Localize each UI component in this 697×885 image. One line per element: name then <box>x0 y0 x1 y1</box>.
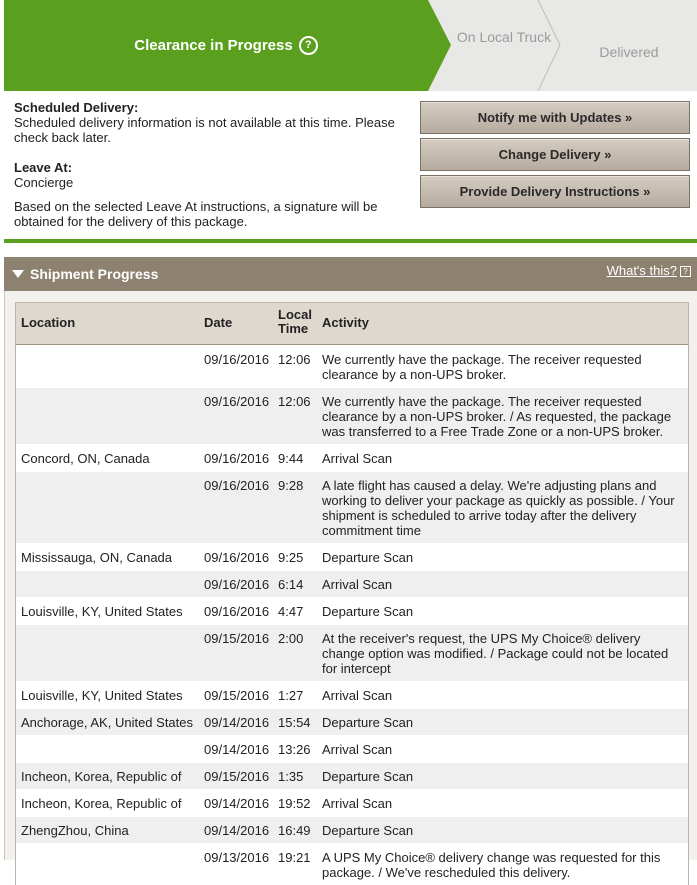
row-activity: Departure Scan <box>322 769 414 784</box>
scheduled-delivery-text: Scheduled delivery information is not available at this time. Please check back later. <box>14 115 395 145</box>
row-activity: Arrival Scan <box>322 742 393 757</box>
table-row <box>16 345 688 387</box>
notify-updates-button[interactable]: Notify me with Updates » <box>420 101 690 134</box>
change-delivery-button[interactable]: Change Delivery » <box>420 138 690 171</box>
status-delivered: Delivered <box>599 44 659 60</box>
leave-at-label: Leave At: <box>14 160 73 175</box>
table-row <box>16 543 688 570</box>
row-date: 09/16/2016 <box>204 451 270 466</box>
table-row <box>16 681 688 708</box>
row-time: 4:47 <box>278 604 304 619</box>
question-circle-icon[interactable]: ? <box>299 36 318 55</box>
row-date: 09/16/2016 <box>204 394 270 409</box>
row-activity: Departure Scan <box>322 604 414 619</box>
row-time: 19:52 <box>278 796 311 811</box>
row-time: 9:28 <box>278 478 304 493</box>
table-row <box>16 444 688 471</box>
row-activity: We currently have the package. The receiver requested clearance by a non-UPS broker. / As requested, the package was transferred to a Free Trade Zone or a non-UPS broker. <box>322 394 672 439</box>
row-time: 9:44 <box>278 451 304 466</box>
collapse-caret-icon[interactable] <box>12 270 24 278</box>
row-date: 09/15/2016 <box>204 688 270 703</box>
row-date: 09/16/2016 <box>204 604 270 619</box>
row-date: 09/14/2016 <box>204 823 270 838</box>
table-row <box>16 570 688 597</box>
status-current-label: Clearance in Progress <box>134 37 293 54</box>
row-location: Incheon, Korea, Republic of <box>21 769 182 784</box>
row-location: Louisville, KY, United States <box>21 688 183 703</box>
row-date: 09/14/2016 <box>204 796 270 811</box>
row-time: 12:06 <box>278 394 311 409</box>
whats-this-link[interactable]: What's this? <box>606 263 677 278</box>
row-time: 1:35 <box>278 769 304 784</box>
table-row <box>16 597 688 624</box>
status-on-local-truck: On Local Truck <box>456 29 552 45</box>
table-body <box>15 345 689 885</box>
row-location: Concord, ON, Canada <box>21 451 150 466</box>
row-time: 12:06 <box>278 352 311 367</box>
popup-icon[interactable]: ? <box>680 266 691 277</box>
row-location: Louisville, KY, United States <box>21 604 183 619</box>
signature-note: Based on the selected Leave At instructions, a signature will be obtained for the delivery of this package. <box>14 199 378 229</box>
table-row <box>16 708 688 735</box>
row-location: Mississauga, ON, Canada <box>21 550 173 565</box>
delivery-instructions-button[interactable]: Provide Delivery Instructions » <box>420 175 690 208</box>
row-time: 13:26 <box>278 742 311 757</box>
status-tracker <box>4 0 697 91</box>
row-time: 19:21 <box>278 850 311 865</box>
row-time: 9:25 <box>278 550 304 565</box>
row-activity: Departure Scan <box>322 715 414 730</box>
row-activity: Arrival Scan <box>322 688 393 703</box>
row-location: ZhengZhou, China <box>21 823 129 838</box>
table-row <box>16 762 688 789</box>
row-date: 09/13/2016 <box>204 850 270 865</box>
column-location: Location <box>21 315 76 330</box>
row-activity: Arrival Scan <box>322 577 393 592</box>
row-activity: A UPS My Choice® delivery change was requested for this package. / We've rescheduled this delivery. <box>322 850 661 880</box>
row-activity: Departure Scan <box>322 550 414 565</box>
row-activity: Departure Scan <box>322 823 414 838</box>
table-row <box>16 789 688 816</box>
shipment-progress-header[interactable] <box>4 257 697 291</box>
delivery-info <box>4 91 697 243</box>
row-date: 09/15/2016 <box>204 631 270 646</box>
shipment-progress-title: Shipment Progress <box>30 266 159 282</box>
row-date: 09/16/2016 <box>204 478 270 493</box>
shipment-progress-panel <box>4 291 697 880</box>
row-date: 09/16/2016 <box>204 577 270 592</box>
column-local-time: Local Time <box>278 307 312 336</box>
status-current <box>4 0 448 91</box>
row-location: Incheon, Korea, Republic of <box>21 796 182 811</box>
row-location: Anchorage, AK, United States <box>21 715 193 730</box>
row-date: 09/14/2016 <box>204 742 270 757</box>
row-activity: Arrival Scan <box>322 451 393 466</box>
table-row <box>16 471 688 543</box>
table-row <box>16 843 688 885</box>
row-activity: A late flight has caused a delay. We're adjusting plans and working to deliver your package as quickly as possible. / Your shipment is scheduled to arrive today after the delivery commitment time <box>322 478 675 538</box>
row-date: 09/16/2016 <box>204 550 270 565</box>
row-date: 09/16/2016 <box>204 352 270 367</box>
table-row <box>16 735 688 762</box>
column-date: Date <box>204 315 233 330</box>
row-activity: At the receiver's request, the UPS My Choice® delivery change option was modified. / Package could not be located for intercept <box>322 631 669 676</box>
column-activity: Activity <box>322 315 369 330</box>
row-time: 15:54 <box>278 715 311 730</box>
row-activity: We currently have the package. The receiver requested clearance by a non-UPS broker. <box>322 352 642 382</box>
row-time: 6:14 <box>278 577 304 592</box>
scheduled-delivery-label: Scheduled Delivery: <box>14 100 139 115</box>
row-time: 16:49 <box>278 823 311 838</box>
table-row <box>16 387 688 444</box>
row-time: 2:00 <box>278 631 304 646</box>
row-date: 09/15/2016 <box>204 769 270 784</box>
row-activity: Arrival Scan <box>322 796 393 811</box>
table-header <box>15 302 689 345</box>
row-time: 1:27 <box>278 688 304 703</box>
progress-table <box>15 302 689 885</box>
table-row <box>16 816 688 843</box>
leave-at-value: Concierge <box>14 175 74 190</box>
table-row <box>16 624 688 681</box>
row-date: 09/14/2016 <box>204 715 270 730</box>
